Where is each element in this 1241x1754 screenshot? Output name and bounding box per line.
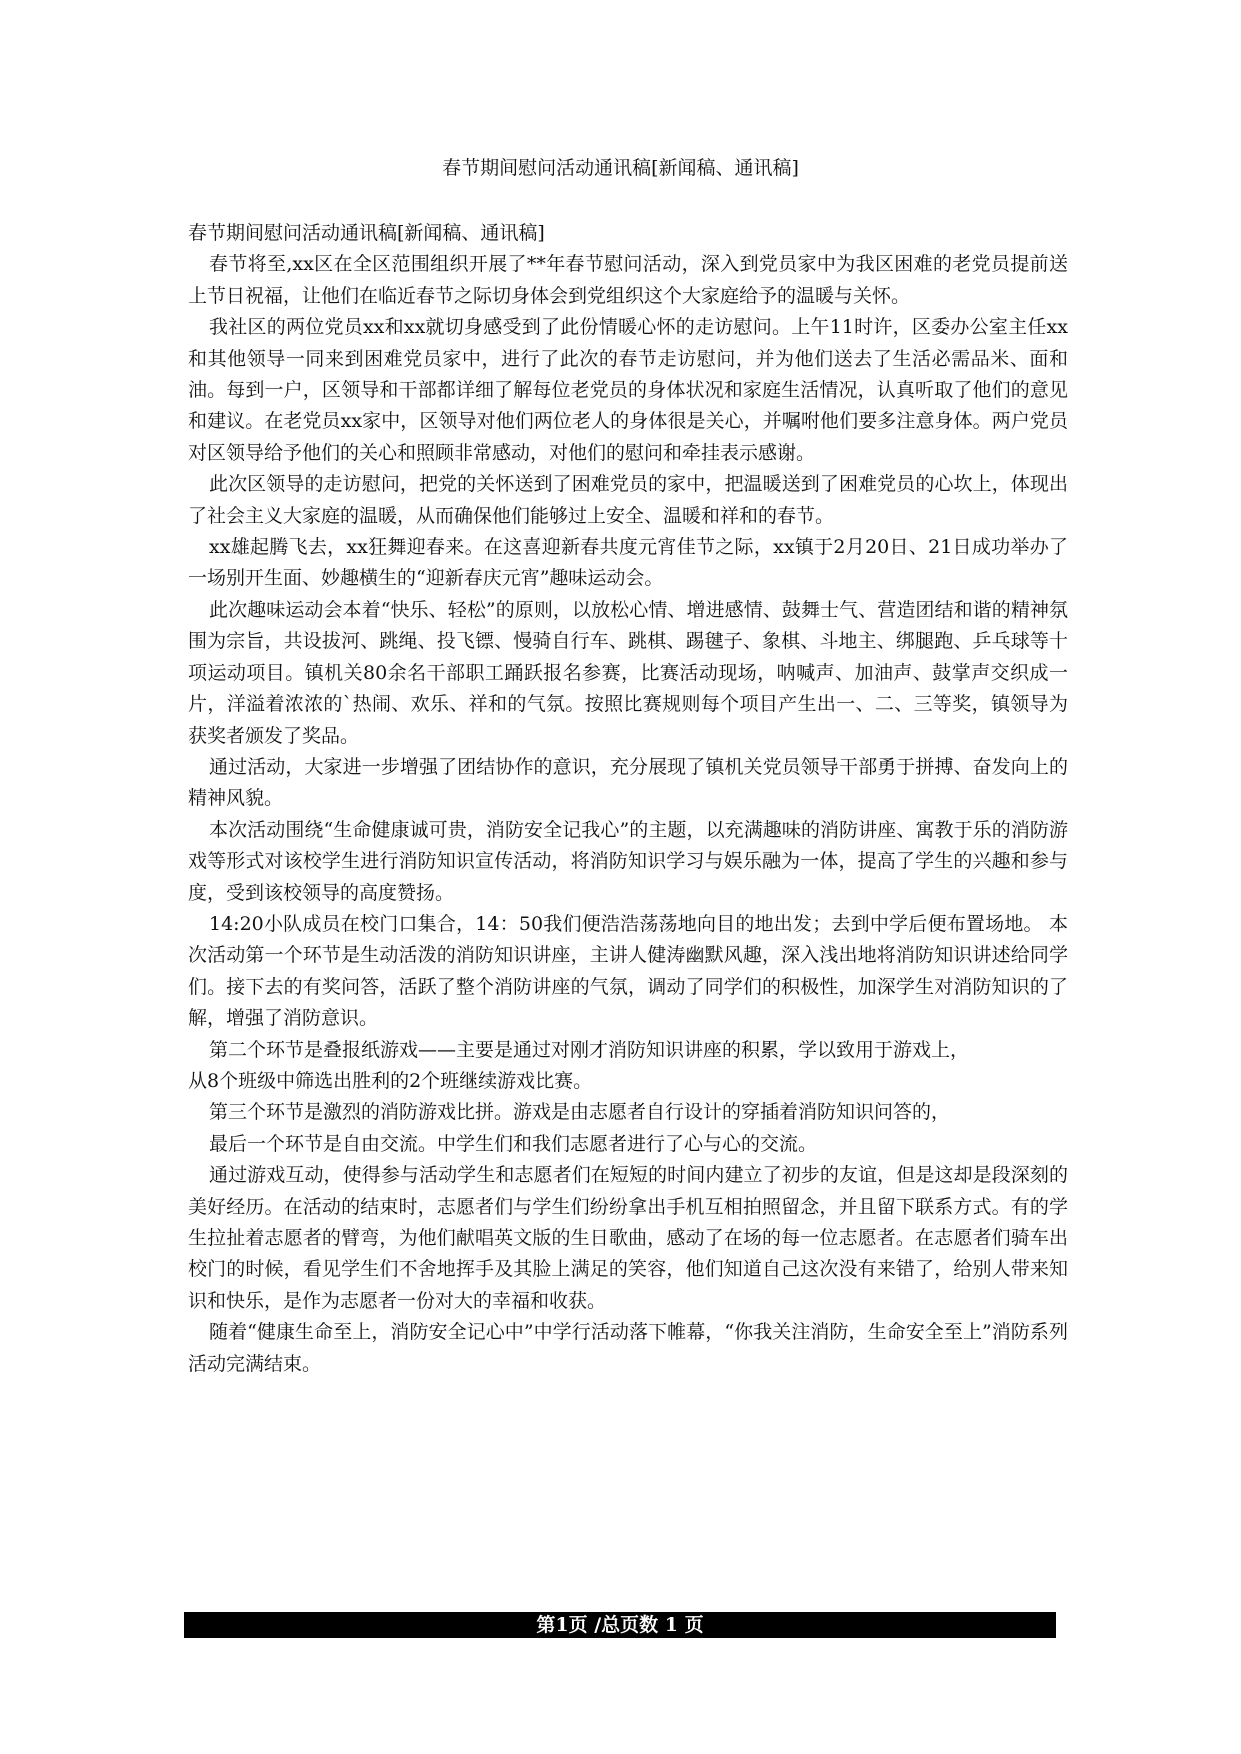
paragraph: 随着“健康生命至上，消防安全记心中”中学行活动落下帷幕，“你我关注消防，生命安全至上”消防系列活动完满结束。 bbox=[188, 1321, 1068, 1375]
paragraph: 我社区的两位党员xx和xx就切身感受到了此份情暖心怀的走访慰问。上午11时许，区委办公室主任xx和其他领导一同来到困难党员家中，进行了此次的春节走访慰问，并为他们送去了生活必需品米、面和油。每到一户，区领导和干部都详细了解每位老党员的身体状况和家庭生活情况，认真听取了他们的意见和建议。在老党员xx家中，区领导对他们两位老人的身体很是关心，并嘱咐他们要多注意身体。两户党员对区领导给予他们的关心和照顾非常感动，对他们的慰问和牵挂表示感谢。 bbox=[188, 316, 1068, 464]
page-number-label: 第1页 /总页数 1 页 bbox=[536, 1614, 704, 1636]
paragraph: 此次趣味运动会本着“快乐、轻松”的原则，以放松心情、增进感情、鼓舞士气、营造团结和谐的精神氛围为宗旨，共设拔河、跳绳、投飞镖、慢骑自行车、跳棋、踢毽子、象棋、斗地主、绑腿跑、乒乓球等十项运动项目。镇机关80余名干部职工踊跃报名参赛，比赛活动现场，呐喊声、加油声、鼓掌声交织成一片，洋溢着浓浓的`热闹、欢乐、祥和的气氛。按照比赛规则每个项目产生出一、二、三等奖，镇领导为获奖者颁发了奖品。 bbox=[188, 598, 1068, 747]
page-footer bbox=[184, 1612, 1056, 1638]
paragraph: 最后一个环节是自由交流。中学生们和我们志愿者进行了心与心的交流。 bbox=[209, 1132, 818, 1155]
paragraph: 通过活动，大家进一步增强了团结协作的意识，充分展现了镇机关党员领导干部勇于拼搏、奋发向上的精神风貌。 bbox=[188, 755, 1068, 810]
paragraph: 通过游戏互动，使得参与活动学生和志愿者们在短短的时间内建立了初步的友谊，但是这却是段深刻的美好经历。在活动的结束时，志愿者们与学生们纷纷拿出手机互相拍照留念，并且留下联系方式。有的学生拉扯着志愿者的臂弯，为他们献唱英文版的生日歌曲，感动了在场的每一位志愿者。在志愿者们骑车出校门的时候，看见学生们不舍地挥手及其脸上满足的笑容，他们知道自己这次没有来错了，给别人带来知识和快乐，是作为志愿者一份对大的幸福和收获。 bbox=[188, 1164, 1068, 1312]
paragraph: 14:20小队成员在校门口集合，14：50我们便浩浩荡荡地向目的地出发；去到中学后便布置场地。 本次活动第一个环节是生动活泼的消防知识讲座，主讲人健涛幽默风趣，深入浅出地将消防知识讲述给同学们。接下去的有奖问答，活跃了整个消防讲座的气氛，调动了同学们的积极性，加深学生对消防知识的了解，增强了消防意识。 bbox=[188, 912, 1068, 1030]
paragraph: 本次活动围绕“生命健康诚可贵，消防安全记我心”的主题，以充满趣味的消防讲座、寓教于乐的消防游戏等形式对该校学生进行消防知识宣传活动，将消防知识学习与娱乐融为一体，提高了学生的兴趣和参与度，受到该校领导的高度赞扬。 bbox=[188, 818, 1068, 904]
paragraph: 从8个班级中筛选出胜利的2个班继续游戏比赛。 bbox=[188, 1069, 593, 1092]
document-body bbox=[188, 218, 1068, 1380]
paragraph: 第二个环节是叠报纸游戏——主要是通过对刚才消防知识讲座的积累，学以致用于游戏上， bbox=[209, 1038, 970, 1061]
document-subtitle: 春节期间慰问活动通讯稿[新闻稿、通讯稿] bbox=[188, 222, 545, 244]
paragraph: 第三个环节是激烈的消防游戏比拼。游戏是由志愿者自行设计的穿插着消防知识问答的， bbox=[209, 1101, 951, 1124]
paragraph: 此次区领导的走访慰问，把党的关怀送到了困难党员的家中，把温暖送到了困难党员的心坎上，体现出了社会主义大家庭的温暖，从而确保他们能够过上安全、温暖和祥和的春节。 bbox=[188, 473, 1068, 527]
document-title: 春节期间慰问活动通讯稿[新闻稿、通讯稿] bbox=[442, 157, 799, 179]
paragraph: xx雄起腾飞去，xx狂舞迎春来。在这喜迎新春共度元宵佳节之际，xx镇于2月20日、21日成功举办了一场别开生面、妙趣横生的“迎新春庆元宵”趣味运动会。 bbox=[188, 536, 1068, 590]
paragraph: 春节将至,xx区在全区范围组织开展了**年春节慰问活动，深入到党员家中为我区困难的老党员提前送上节日祝福，让他们在临近春节之际切身体会到党组织这个大家庭给予的温暖与关怀。 bbox=[188, 253, 1068, 307]
